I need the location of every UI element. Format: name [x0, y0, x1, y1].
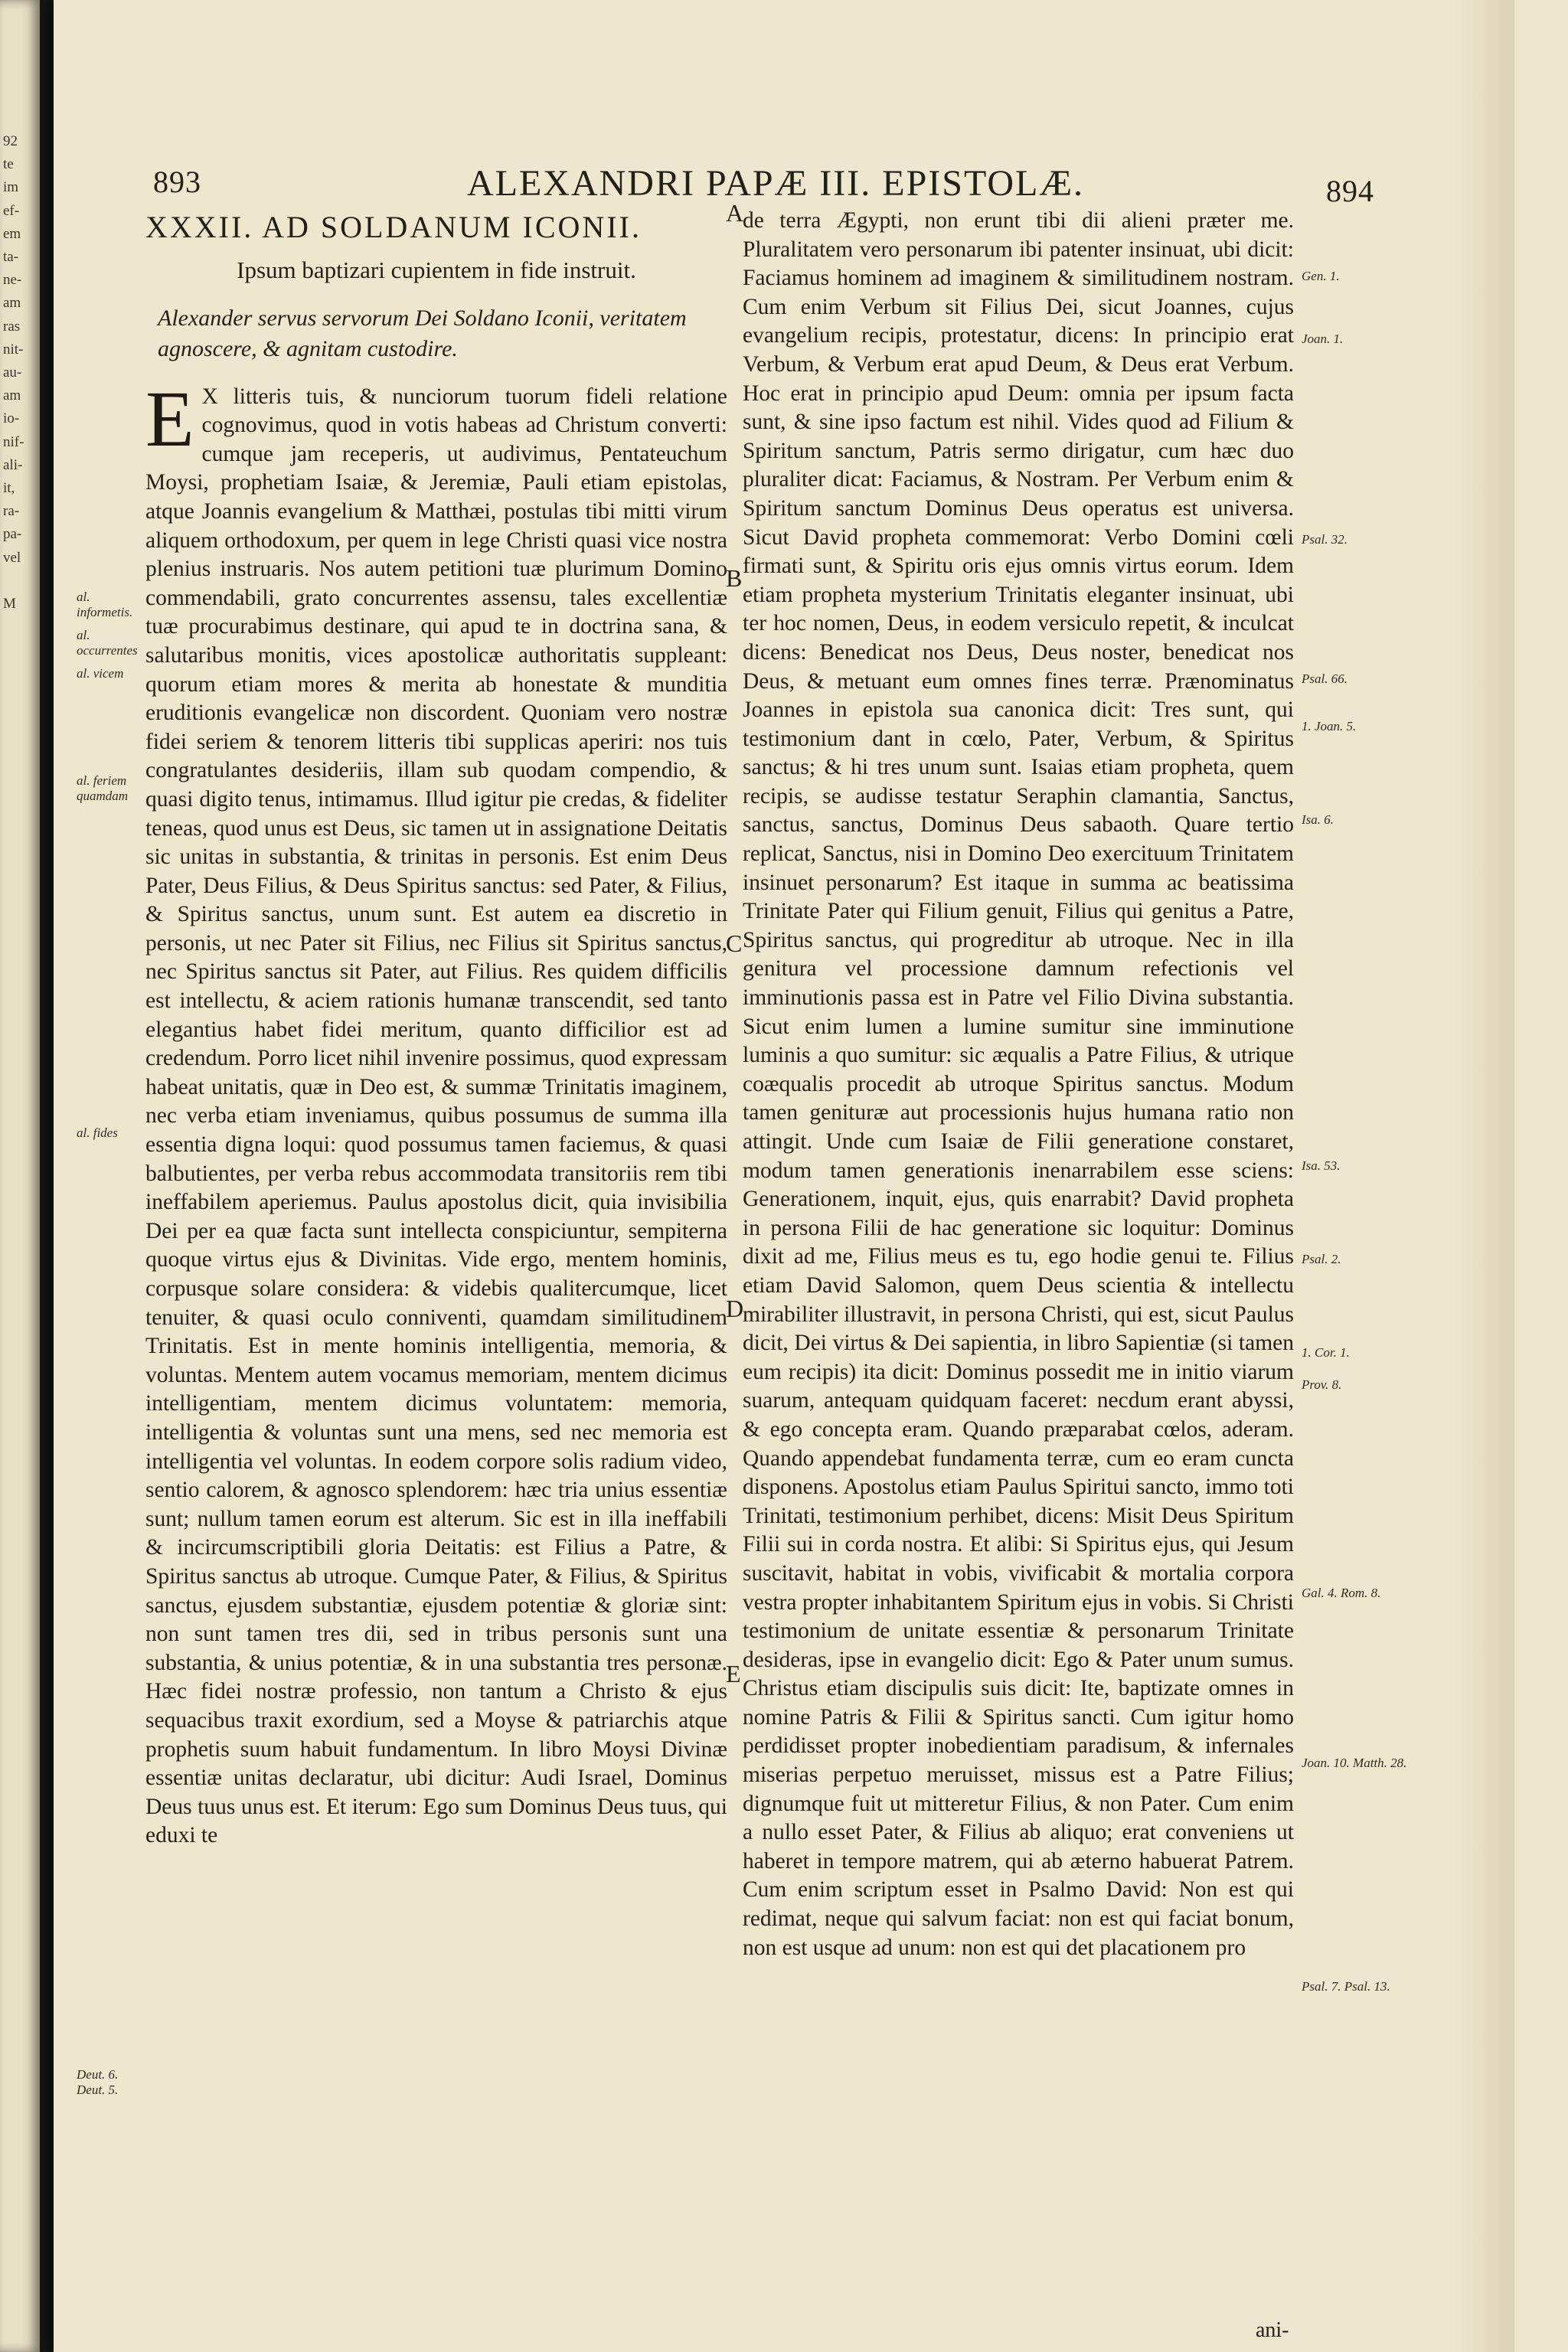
section-letter: A: [726, 199, 744, 227]
margin-note: al. feriem quamdam: [77, 773, 129, 803]
left-column: [145, 207, 727, 1851]
scripture-ref: Prov. 8.: [1302, 1377, 1342, 1392]
scripture-ref: Psal. 2.: [1302, 1252, 1341, 1266]
letter-salutation: Alexander servus servorum Dei Soldano Iconii, veritatem agnoscere, & agnitam custodire.: [158, 305, 687, 361]
adjacent-page-text: 92 te im ef- em ta- ne- am ras nit- au- am io- nif- ali- it, ra- pa- vel M: [3, 133, 24, 612]
running-header: [145, 153, 1374, 208]
section-letter: D: [726, 1295, 744, 1322]
letter-rubric: Ipsum baptizari cupientem in fide instruit.: [237, 256, 636, 283]
section-letter: B: [726, 564, 743, 592]
scripture-ref: Gen. 1.: [1302, 269, 1340, 283]
page-curve-shade: [1455, 0, 1514, 2352]
scripture-ref: Psal. 32.: [1302, 532, 1348, 547]
running-title: ALEXANDRI PAPÆ III. EPISTOLÆ.: [467, 163, 1085, 204]
scripture-ref: Joan. 10. Matth. 28.: [1302, 1756, 1407, 1770]
scripture-ref: Isa. 53.: [1302, 1158, 1341, 1173]
page-number-left: 893: [153, 165, 201, 199]
left-margin-notes: [77, 590, 139, 2105]
drop-cap: E: [145, 374, 194, 463]
margin-note: Deut. 6. Deut. 5.: [77, 2067, 119, 2097]
letter-title: XXXII. AD SOLDANUM ICONII.: [145, 210, 642, 244]
section-letter: E: [726, 1660, 741, 1687]
right-column: [743, 207, 1294, 1962]
scripture-ref: Psal. 66.: [1302, 671, 1348, 686]
scripture-references: [1302, 268, 1409, 2125]
margin-note: al. fides: [77, 1125, 118, 1140]
body-text-left: X litteris tuis, & nunciorum tuorum fideli relatione cognovimus, quod in votis habeas ad Christum converti: cumque jam receperis, ut audivimus, Pentateuchum Moysi, prophetiam Isaiæ, & Jeremiæ, Pauli etiam epistolas, atque Joannis evangelium & Matthæi, postulas tibi mitti virum aliquem orthodoxum, per quem in lege Christi quasi vice nostra plenius instruaris. Nos autem petitioni tuæ plurimum Domino commendabili, grato concurrentes assensu, tales excellentiæ tuæ procurabimus destinare, qui apud te in doctrina sana, & salutaribus monitis, vices apostolicæ authoritatis suppleant: quorum etiam mores & merita ab honestate & munditia eruditionis evangelicæ non discordent. Quoniam vero nostræ fidei seriem & tenorem litteris tibi supplicas aperiri: nos tuis congratulantes desideriis, illam sub quodam compendio, & quasi digito tenus, intimamus. Illud igitur pie credas, & fideliter teneas, quod unus est Deus, sic tamen ut in assignatione Deitatis sic unitas in substantia, & trinitas in personis. Est enim Deus Pater, Deus Filius, & Deus Spiritus sanctus: sed Pater, & Filius, & Spiritus sanctus, unum sunt. Est autem ea discretio in personis, ut nec Pater sit Filius, nec Filius sit Spiritus sanctus, nec Spiritus sanctus sit Pater, aut Filius. Res quidem difficilis est intellectu, & aciem rationis humanæ transcendit, sed tanto elegantius habet fidei meritum, quanto difficilior est ad credendum. Porro licet nihil invenire possimus, quod expressam habeat unitatis, quæ in Deo est, & summæ Trinitatis imaginem, nec verba etiam inveniamus, quibus possumus de summa illa essentia digna loqui: quod possumus tamen faciemus, & quasi balbutientes, per verba rebus accommodata transitoriis rem tibi ineffabilem aperiemus. Paulus apostolus dicit, quia invisibilia Dei per ea quæ facta sunt intellecta conspiciuntur, sempiterna quoque virtus ejus & Divinitas. Vide ergo, mentem hominis, corpusque solare considera: & videbis qualitercumque, licet tenuiter, & quasi oculo conniventi, quamdam similitudinem Trinitatis. Est in mente hominis intelligentia, memoria, & voluntas. Mentem autem vocamus memoriam, mentem dicimus intelligentiam, mentem dicimus voluntatem: memoria, intelligentia & voluntas sunt una mens, sed nec memoria est intelligentia vel voluntas. In eodem corpore solis radium video, sentio calorem, & agnosco splendorem: hæc tria unius essentiæ sunt; nullum tamen eorum est alterum. Sic est in illa ineffabili & incircumscriptibili gloria Deitatis: est Filius a Patre, & Spiritus sanctus ab utroque. Cumque Pater, & Filius, & Spiritus sanctus, ejusdem substantiæ, ejusdem potentiæ & gloriæ sint: non sunt tamen tres dii, sed in tribus personis sunt una substantia, & unius potentiæ, & in una substantia tres personæ. Hæc fidei nostræ professio, non tantum a Christo & ejus sequacibus traxit exordium, sed a Moyse & patriarchis atque prophetis suum habuit fundamentum. In libro Moysi Divinæ essentiæ unitas declaratur, ubi dicitur: Audi Israel, Dominus Deus tuus unus est. Et iterum: Ego sum Dominus Deus tuus, qui eduxi te: [145, 384, 727, 1848]
page-number-right: 894: [1326, 174, 1374, 208]
section-markers: [726, 198, 744, 2024]
scripture-ref: 1. Cor. 1.: [1302, 1345, 1350, 1360]
margin-note: al. vicem: [77, 666, 124, 681]
section-letter: C: [726, 929, 743, 957]
catchword: ani-: [1256, 2318, 1289, 2342]
margin-note: al. informetis.: [77, 590, 133, 619]
scripture-ref: Gal. 4. Rom. 8.: [1302, 1586, 1381, 1600]
adjacent-page-strip: [0, 0, 40, 2352]
scripture-ref: Psal. 7. Psal. 13.: [1302, 1979, 1390, 1994]
margin-note: al. occurrentes: [77, 628, 138, 658]
scripture-ref: 1. Joan. 5.: [1302, 719, 1357, 733]
scripture-ref: Joan. 1.: [1302, 332, 1344, 346]
scripture-ref: Isa. 6.: [1302, 812, 1334, 827]
letter-body-left: [145, 374, 727, 1851]
body-text-right: de terra Ægypti, non erunt tibi dii alieni præter me. Pluralitatem vero personarum ibi patenter insinuat, ubi dicit: Faciamus hominem ad imaginem & similitudinem nostram. Cum enim Verbum sit Filius Dei, sicut Joannes, cujus evangelium recipis, protestatur, dicens: In principio erat Verbum, & Verbum erat apud Deum, & Deus erat Verbum. Hoc erat in principio apud Deum: omnia per ipsum facta sunt, & sine ipso factum est nihil. Vides quod ad Filium & Spiritum sanctum, Patris sermo dirigatur, cum hæc duo pluraliter dicat: Faciamus, & Nostram. Per Verbum enim & Spiritum sanctum Dominus Deus operatus est universa. Sicut David propheta commemorat: Verbo Domini cœli firmati sunt, & Spiritu oris ejus omnis virtus eorum. Idem etiam propheta mysterium Trinitatis eleganter insinuat, ubi ter hoc nomen, Deus, in eodem versiculo repetit, & inculcat dicens: Benedicat nos Deus, Deus noster, benedicat nos Deus, & metuant eum omnes fines terræ. Prænominatus Joannes in epistola sua canonica dicit: Tres sunt, qui testimonium dant in cœlo, Pater, Verbum, & Spiritus sanctus; & hi tres unum sunt. Isaias etiam propheta, quem recipis, se audisse testatur Seraphin clamantia, Sanctus, sanctus, sanctus, Dominus Deus sabaoth. Quare tertio replicat, Sanctus, nisi in Domino Deo exercituum Trinitatem insinuet personarum? Est itaque in summa ac beatissima Trinitate Pater qui Filium genuit, Filius qui genitus a Patre, Spiritus sanctus, qui progreditur ab utroque. Nec in illa genitura vel processione damnum refectionis vel imminutionis passa est in Patre vel Filio Divina substantia. Sicut enim lumen a lumine sumitur sine imminutione luminis a quo sumitur: sic æqualis a Patre Filius, & utrique coæqualis procedit ab utroque Spiritus sanctus. Modum tamen genituræ aut processionis hujus humana ratio non attingit. Unde cum Isaiæ de Filii generatione constaret, modum tamen generationis inenarrabilem esse sciens: Generationem, inquit, ejus, quis enarrabit? David propheta in persona Filii de hac generatione sic loquitur: Dominus dixit ad me, Filius meus es tu, ego hodie genui te. Filius etiam David Salomon, quem Deus scientia & intellectu mirabiliter illustravit, in persona Christi, qui est, sicut Paulus dicit, Dei virtus & Dei sapientia, in libro Sapientiæ (si tamen eum recipis) ita dicit: Dominus possedit me in initio viarum suarum, antequam quidquam faceret: necdum erant abyssi, & ego concepta eram. Quando præparabat cœlos, aderam. Quando appendebat fundamenta terræ, cum eo eram cuncta disponens. Apostolus etiam Paulus Spiritui sancto, immo toti Trinitati, testimonium perhibet, dicens: Misit Deus Spiritum Filii sui in corda nostra. Et alibi: Si Spiritus ejus, qui Jesum suscitavit, habitat in vobis, vivificabit & mortalia corpora vestra propter inhabitantem Spiritum ejus in vobis. Si Christi testimonium de unitate essentiæ & personarum Trinitate desideras, ipse in evangelio dicit: Ego & Pater unum sumus. Christus etiam discipulis suis dicit: Ite, baptizate omnes in nomine Patris & Filii & Spiritus sancti. Cum igitur homo perdidisset propter inobedientiam paradisum, & infernales miserias perpetuo meruisset, missus est a Patre Filius; dignumque fuit ut mitteretur Filius, & non Pater. Cum enim a nullo esset Pater, & Filius ab aliquo; erat conveniens ut haberet in tempore matrem, qui ab æterno habuerat Patrem. Cum enim scriptum esset in Psalmo David: Non est qui redimat, neque qui salvum faciat: non est qui faciat bonum, non est usque ad unum: non est qui det placationem pro: [743, 208, 1294, 1960]
